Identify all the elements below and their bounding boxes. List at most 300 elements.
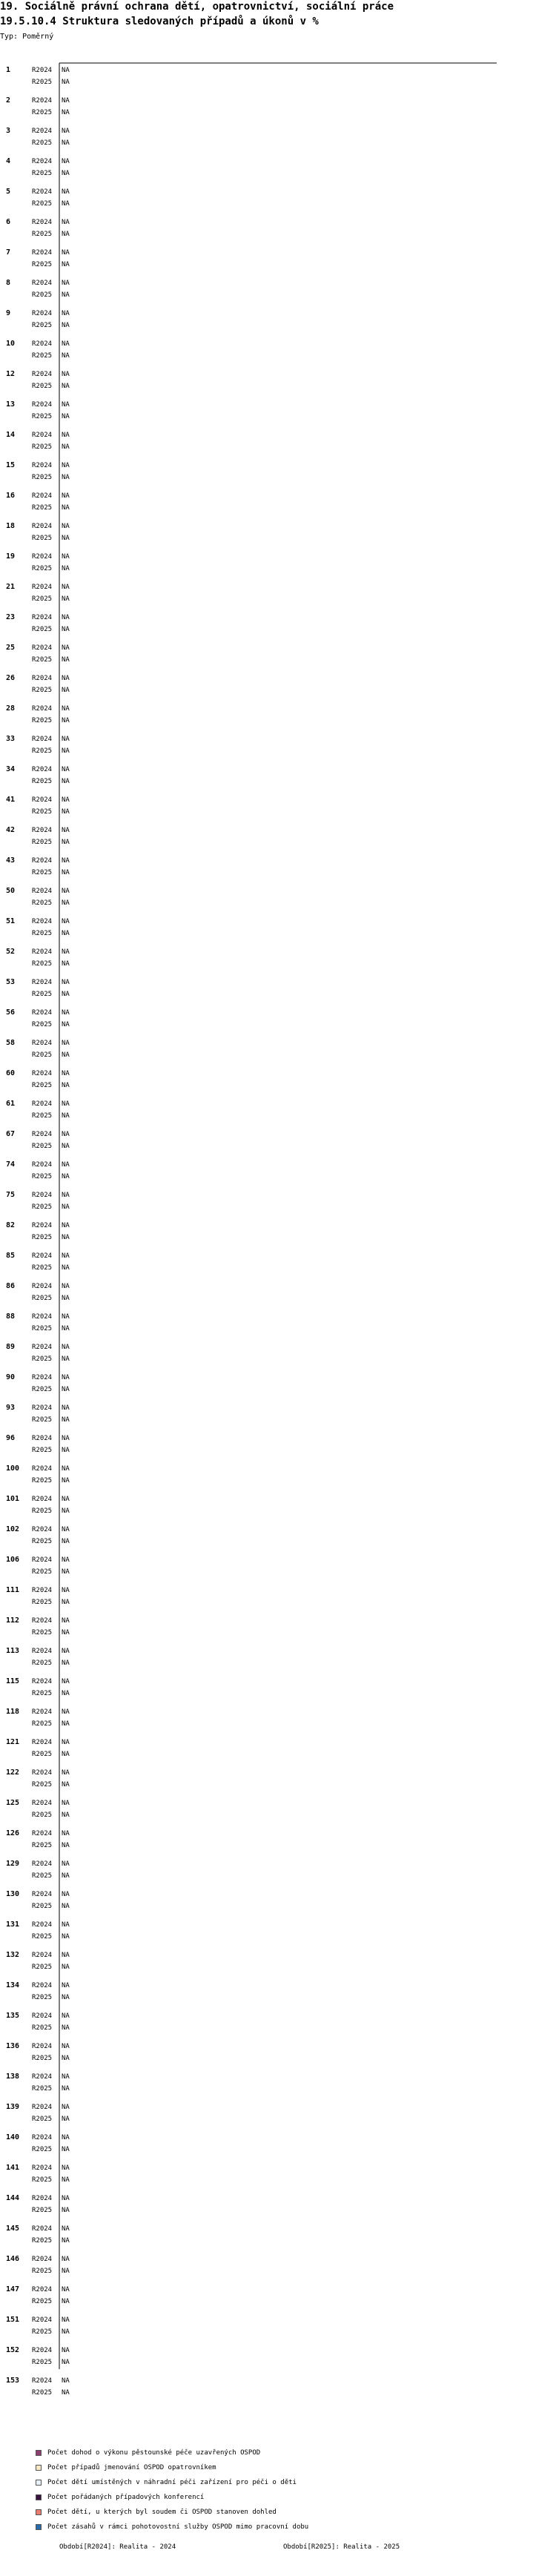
data-label: NA xyxy=(62,462,70,469)
data-label: NA xyxy=(62,1404,70,1412)
category-label: 144 xyxy=(6,2194,20,2202)
category-label: 85 xyxy=(6,1252,16,1260)
data-label: NA xyxy=(62,432,70,439)
category-label: 147 xyxy=(6,2285,20,2293)
category-label: 14 xyxy=(6,431,16,439)
period-row-label: R2025 xyxy=(32,1082,53,1089)
period-row-label: R2024 xyxy=(32,1617,53,1625)
period-row-label: R2024 xyxy=(32,2104,53,2111)
period-row-label: R2025 xyxy=(32,1720,53,1728)
data-label: NA xyxy=(62,1203,70,1211)
data-label: NA xyxy=(62,188,70,196)
period-row-label: R2025 xyxy=(32,1903,53,1910)
data-label: NA xyxy=(62,1617,70,1625)
category-label: 67 xyxy=(6,1130,16,1138)
data-label: NA xyxy=(62,1082,70,1089)
period-row-label: R2025 xyxy=(32,2085,53,2093)
period-row-label: R2024 xyxy=(32,1283,53,1290)
period-row-label: R2024 xyxy=(32,857,53,865)
period-row-label: R2024 xyxy=(32,1496,53,1503)
category-label: 21 xyxy=(6,583,16,591)
period-row-label: R2024 xyxy=(32,401,53,409)
data-label: NA xyxy=(62,2116,70,2123)
category-label: 28 xyxy=(6,704,16,713)
category-label: 7 xyxy=(6,248,11,257)
period-row-label: R2025 xyxy=(32,1812,53,1819)
category-label: 100 xyxy=(6,1464,20,1473)
period-row-label: R2024 xyxy=(32,584,53,591)
period-row-label: R2024 xyxy=(32,1952,53,1959)
category-label: 93 xyxy=(6,1404,16,1412)
data-label: NA xyxy=(62,97,70,105)
period-row-label: R2024 xyxy=(32,1587,53,1594)
data-label: NA xyxy=(62,523,70,530)
data-label: NA xyxy=(62,1386,70,1393)
data-label: NA xyxy=(62,614,70,621)
legend-label: Počet pořádaných případových konferencí xyxy=(47,2494,205,2501)
data-label: NA xyxy=(62,930,70,937)
period-row-label: R2024 xyxy=(32,1252,53,1260)
period-row-label: R2025 xyxy=(32,139,53,147)
legend-item xyxy=(36,2445,308,2460)
category-label: 88 xyxy=(6,1312,16,1321)
data-label: NA xyxy=(62,2389,70,2397)
category-label: 129 xyxy=(6,1860,20,1868)
legend-item xyxy=(36,2505,308,2520)
period-row-label: R2024 xyxy=(32,432,53,439)
data-label: NA xyxy=(62,705,70,713)
category-label: 42 xyxy=(6,826,16,834)
data-label: NA xyxy=(62,2268,70,2275)
period-row-label: R2024 xyxy=(32,2164,53,2172)
data-label: NA xyxy=(62,1496,70,1503)
data-label: NA xyxy=(62,1344,70,1351)
data-label: NA xyxy=(62,1830,70,1837)
period-caption: Období[R2024]: Realita - 2024 xyxy=(59,2543,176,2551)
data-label: NA xyxy=(62,1659,70,1667)
period-row-label: R2024 xyxy=(32,705,53,713)
category-label: 16 xyxy=(6,492,16,500)
period-row-label: R2025 xyxy=(32,1781,53,1789)
category-label: 18 xyxy=(6,522,16,530)
data-label: NA xyxy=(62,291,70,299)
data-label: NA xyxy=(62,2359,70,2366)
category-label: 5 xyxy=(6,188,11,196)
period-row-label: R2024 xyxy=(32,462,53,469)
period-row-label: R2025 xyxy=(32,1295,53,1302)
category-label: 121 xyxy=(6,1738,20,1746)
data-label: NA xyxy=(62,1982,70,1989)
period-row-label: R2025 xyxy=(32,1203,53,1211)
category-label: 112 xyxy=(6,1616,20,1625)
period-row-label: R2024 xyxy=(32,827,53,834)
data-label: NA xyxy=(62,79,70,86)
period-row-label: R2025 xyxy=(32,991,53,998)
data-label: NA xyxy=(62,1720,70,1728)
period-row-label: R2025 xyxy=(32,960,53,968)
data-label: NA xyxy=(62,2377,70,2385)
category-label: 138 xyxy=(6,2073,20,2081)
category-label: 135 xyxy=(6,2012,20,2020)
category-label: 134 xyxy=(6,1981,20,1989)
period-row-label: R2025 xyxy=(32,1599,53,1606)
legend-label: Počet dohod o výkonu pěstounské péče uzavřených OSPOD xyxy=(47,2449,261,2457)
data-label: NA xyxy=(62,827,70,834)
period-row-label: R2024 xyxy=(32,2256,53,2263)
period-row-label: R2024 xyxy=(32,97,53,105)
period-row-label: R2024 xyxy=(32,1800,53,1807)
period-row-label: R2025 xyxy=(32,1325,53,1332)
data-label: NA xyxy=(62,249,70,257)
period-row-label: R2025 xyxy=(32,261,53,268)
period-row-label: R2025 xyxy=(32,1112,53,1120)
data-label: NA xyxy=(62,2085,70,2093)
period-row-label: R2025 xyxy=(32,808,53,816)
data-label: NA xyxy=(62,1070,70,1077)
page-title: 19. Sociálně právní ochrana dětí, opatrovnictví, sociální práce xyxy=(0,1,394,13)
period-row-label: R2025 xyxy=(32,291,53,299)
period-row-label: R2025 xyxy=(32,1447,53,1454)
data-label: NA xyxy=(62,899,70,907)
legend-label: Počet dětí, u kterých byl soudem či OSPOD stanoven dohled xyxy=(47,2509,277,2516)
category-label: 132 xyxy=(6,1951,20,1959)
data-label: NA xyxy=(62,1599,70,1606)
period-row-label: R2024 xyxy=(32,2195,53,2202)
period-row-label: R2025 xyxy=(32,200,53,208)
legend xyxy=(36,2445,308,2534)
period-row-label: R2024 xyxy=(32,340,53,348)
period-row-label: R2024 xyxy=(32,523,53,530)
period-row-label: R2024 xyxy=(32,310,53,317)
period-row-label: R2024 xyxy=(32,888,53,895)
data-label: NA xyxy=(62,1009,70,1017)
data-label: NA xyxy=(62,1021,70,1028)
data-label: NA xyxy=(62,2055,70,2062)
legend-item xyxy=(36,2460,308,2475)
period-row-label: R2025 xyxy=(32,1568,53,1576)
data-label: NA xyxy=(62,1708,70,1716)
category-label: 3 xyxy=(6,127,11,135)
data-label: NA xyxy=(62,1891,70,1898)
category-label: 8 xyxy=(6,279,11,287)
data-label: NA xyxy=(62,1842,70,1849)
legend-label: Počet zásahů v rámci pohotovostní služby OSPOD mimo pracovní dobu xyxy=(47,2523,309,2531)
data-label: NA xyxy=(62,2176,70,2184)
data-label: NA xyxy=(62,960,70,968)
period-row-label: R2024 xyxy=(32,1344,53,1351)
data-label: NA xyxy=(62,2024,70,2032)
period-row-label: R2024 xyxy=(32,796,53,804)
period-row-label: R2025 xyxy=(32,474,53,481)
data-label: NA xyxy=(62,839,70,846)
period-row-label: R2024 xyxy=(32,371,53,378)
category-label: 2 xyxy=(6,96,11,105)
period-row-label: R2025 xyxy=(32,1477,53,1484)
data-label: NA xyxy=(62,1739,70,1746)
data-label: NA xyxy=(62,2134,70,2141)
data-label: NA xyxy=(62,1952,70,1959)
data-label: NA xyxy=(62,2012,70,2020)
data-label: NA xyxy=(62,474,70,481)
period-row-label: R2025 xyxy=(32,1264,53,1272)
legend-item xyxy=(36,2475,308,2490)
data-label: NA xyxy=(62,888,70,895)
data-label: NA xyxy=(62,626,70,633)
period-row-label: R2024 xyxy=(32,219,53,226)
category-label: 96 xyxy=(6,1434,16,1442)
category-label: 10 xyxy=(6,340,16,348)
period-row-label: R2024 xyxy=(32,2134,53,2141)
data-label: NA xyxy=(62,2164,70,2172)
category-label: 125 xyxy=(6,1799,20,1807)
data-label: NA xyxy=(62,2195,70,2202)
period-row-label: R2024 xyxy=(32,1192,53,1199)
data-label: NA xyxy=(62,413,70,420)
data-label: NA xyxy=(62,1526,70,1533)
category-label: 60 xyxy=(6,1069,16,1077)
period-row-label: R2025 xyxy=(32,2146,53,2153)
period-row-label: R2025 xyxy=(32,1690,53,1697)
data-label: NA xyxy=(62,979,70,986)
data-label: NA xyxy=(62,565,70,572)
category-label: 43 xyxy=(6,856,16,865)
data-label: NA xyxy=(62,1812,70,1819)
data-label: NA xyxy=(62,1477,70,1484)
period-row-label: R2025 xyxy=(32,2055,53,2062)
period-row-label: R2024 xyxy=(32,736,53,743)
data-label: NA xyxy=(62,796,70,804)
period-row-label: R2024 xyxy=(32,766,53,773)
period-row-label: R2024 xyxy=(32,2073,53,2081)
period-row-label: R2024 xyxy=(32,1860,53,1868)
legend-swatch xyxy=(36,2450,42,2456)
period-row-label: R2024 xyxy=(32,1100,53,1108)
category-label: 153 xyxy=(6,2377,20,2385)
category-label: 139 xyxy=(6,2103,20,2111)
legend-label: Počet dětí umístěných v náhradní péči zařízení pro péči o děti xyxy=(47,2479,297,2486)
category-label: 118 xyxy=(6,1708,20,1716)
data-label: NA xyxy=(62,2225,70,2233)
period-row-label: R2025 xyxy=(32,1021,53,1028)
data-label: NA xyxy=(62,1173,70,1180)
category-label: 41 xyxy=(6,796,16,804)
data-label: NA xyxy=(62,948,70,956)
period-row-label: R2024 xyxy=(32,948,53,956)
data-label: NA xyxy=(62,2286,70,2293)
data-label: NA xyxy=(62,1933,70,1941)
period-row-label: R2024 xyxy=(32,979,53,986)
period-row-label: R2024 xyxy=(32,1769,53,1777)
period-row-label: R2025 xyxy=(32,1355,53,1363)
data-label: NA xyxy=(62,1131,70,1138)
category-label: 122 xyxy=(6,1768,20,1777)
data-label: NA xyxy=(62,918,70,925)
data-label: NA xyxy=(62,1629,70,1637)
period-row-label: R2025 xyxy=(32,1173,53,1180)
period-row-label: R2025 xyxy=(32,383,53,390)
period-row-label: R2025 xyxy=(32,1416,53,1424)
period-row-label: R2025 xyxy=(32,626,53,633)
data-label: NA xyxy=(62,2298,70,2305)
category-label: 12 xyxy=(6,370,16,378)
period-row-label: R2025 xyxy=(32,535,53,542)
data-label: NA xyxy=(62,2207,70,2214)
category-label: 15 xyxy=(6,461,16,469)
data-label: NA xyxy=(62,443,70,451)
period-row-label: R2024 xyxy=(32,492,53,500)
legend-swatch xyxy=(36,2480,42,2486)
period-row-label: R2024 xyxy=(32,1070,53,1077)
category-label: 90 xyxy=(6,1373,16,1381)
data-label: NA xyxy=(62,1678,70,1685)
category-label: 113 xyxy=(6,1647,20,1655)
period-row-label: R2024 xyxy=(32,280,53,287)
period-row-label: R2024 xyxy=(32,644,53,652)
data-label: NA xyxy=(62,139,70,147)
data-label: NA xyxy=(62,857,70,865)
data-label: NA xyxy=(62,401,70,409)
data-label: NA xyxy=(62,219,70,226)
period-row-label: R2024 xyxy=(32,1222,53,1229)
data-label: NA xyxy=(62,2073,70,2081)
data-label: NA xyxy=(62,1921,70,1929)
data-label: NA xyxy=(62,644,70,652)
period-row-label: R2024 xyxy=(32,2043,53,2050)
data-label: NA xyxy=(62,1264,70,1272)
data-label: NA xyxy=(62,2347,70,2354)
data-label: NA xyxy=(62,1538,70,1545)
period-row-label: R2025 xyxy=(32,1842,53,1849)
data-label: NA xyxy=(62,736,70,743)
data-label: NA xyxy=(62,717,70,724)
data-label: NA xyxy=(62,2146,70,2153)
period-row-label: R2025 xyxy=(32,1143,53,1150)
category-label: 58 xyxy=(6,1039,16,1047)
data-label: NA xyxy=(62,2237,70,2245)
data-label: NA xyxy=(62,1192,70,1199)
period-row-label: R2025 xyxy=(32,2298,53,2305)
data-label: NA xyxy=(62,1143,70,1150)
data-label: NA xyxy=(62,1648,70,1655)
category-label: 115 xyxy=(6,1677,20,1685)
category-label: 146 xyxy=(6,2255,20,2263)
data-label: NA xyxy=(62,2316,70,2324)
legend-swatch xyxy=(36,2509,42,2515)
period-row-label: R2024 xyxy=(32,1708,53,1716)
data-label: NA xyxy=(62,128,70,135)
data-label: NA xyxy=(62,1568,70,1576)
category-label: 6 xyxy=(6,218,11,226)
period-row-label: R2024 xyxy=(32,1648,53,1655)
period-row-label: R2025 xyxy=(32,1538,53,1545)
period-row-label: R2025 xyxy=(32,2116,53,2123)
period-row-label: R2025 xyxy=(32,2237,53,2245)
data-label: NA xyxy=(62,1161,70,1169)
category-label: 33 xyxy=(6,735,16,743)
period-row-label: R2024 xyxy=(32,1465,53,1473)
data-label: NA xyxy=(62,261,70,268)
data-label: NA xyxy=(62,553,70,561)
category-label: 23 xyxy=(6,613,16,621)
period-row-label: R2024 xyxy=(32,188,53,196)
period-row-label: R2025 xyxy=(32,656,53,664)
category-label: 75 xyxy=(6,1191,16,1199)
period-row-label: R2025 xyxy=(32,322,53,329)
data-label: NA xyxy=(62,352,70,360)
category-label: 50 xyxy=(6,887,16,895)
period-row-label: R2025 xyxy=(32,1659,53,1667)
legend-item xyxy=(36,2490,308,2505)
category-label: 141 xyxy=(6,2164,20,2172)
legend-swatch xyxy=(36,2494,42,2500)
period-row-label: R2025 xyxy=(32,109,53,116)
category-label: 82 xyxy=(6,1221,16,1229)
period-row-label: R2025 xyxy=(32,413,53,420)
data-label: NA xyxy=(62,1781,70,1789)
period-row-label: R2025 xyxy=(32,869,53,876)
period-row-label: R2025 xyxy=(32,747,53,755)
data-label: NA xyxy=(62,1283,70,1290)
data-label: NA xyxy=(62,383,70,390)
legend-label: Počet případů jmenování OSPOD opatrovníkem xyxy=(47,2464,216,2471)
period-row-label: R2025 xyxy=(32,2268,53,2275)
period-row-label: R2025 xyxy=(32,1507,53,1515)
data-label: NA xyxy=(62,675,70,682)
data-label: NA xyxy=(62,1690,70,1697)
legend-item xyxy=(36,2520,308,2534)
data-label: NA xyxy=(62,280,70,287)
data-label: NA xyxy=(62,808,70,816)
data-label: NA xyxy=(62,869,70,876)
data-label: NA xyxy=(62,1872,70,1880)
data-label: NA xyxy=(62,109,70,116)
data-label: NA xyxy=(62,1252,70,1260)
period-row-label: R2025 xyxy=(32,1872,53,1880)
data-label: NA xyxy=(62,778,70,785)
period-row-label: R2024 xyxy=(32,1374,53,1381)
period-row-label: R2024 xyxy=(32,1040,53,1047)
period-row-label: R2025 xyxy=(32,170,53,177)
period-row-label: R2025 xyxy=(32,2328,53,2336)
category-label: 51 xyxy=(6,917,16,925)
category-label: 19 xyxy=(6,552,16,561)
category-label: 34 xyxy=(6,765,16,773)
data-label: NA xyxy=(62,535,70,542)
category-label: 131 xyxy=(6,1921,20,1929)
data-label: NA xyxy=(62,1374,70,1381)
period-row-label: R2024 xyxy=(32,1313,53,1321)
period-row-label: R2024 xyxy=(32,128,53,135)
period-row-label: R2025 xyxy=(32,717,53,724)
period-row-label: R2025 xyxy=(32,778,53,785)
data-label: NA xyxy=(62,340,70,348)
category-label: 53 xyxy=(6,978,16,986)
period-row-label: R2025 xyxy=(32,1629,53,1637)
period-row-label: R2025 xyxy=(32,2207,53,2214)
period-row-label: R2024 xyxy=(32,553,53,561)
period-row-label: R2024 xyxy=(32,2012,53,2020)
data-label: NA xyxy=(62,1994,70,2001)
period-row-label: R2025 xyxy=(32,899,53,907)
category-label: 25 xyxy=(6,644,16,652)
period-row-label: R2024 xyxy=(32,2286,53,2293)
data-label: NA xyxy=(62,1964,70,1971)
period-row-label: R2024 xyxy=(32,67,53,74)
category-label: 74 xyxy=(6,1160,16,1169)
category-label: 86 xyxy=(6,1282,16,1290)
period-row-label: R2025 xyxy=(32,1994,53,2001)
data-label: NA xyxy=(62,322,70,329)
